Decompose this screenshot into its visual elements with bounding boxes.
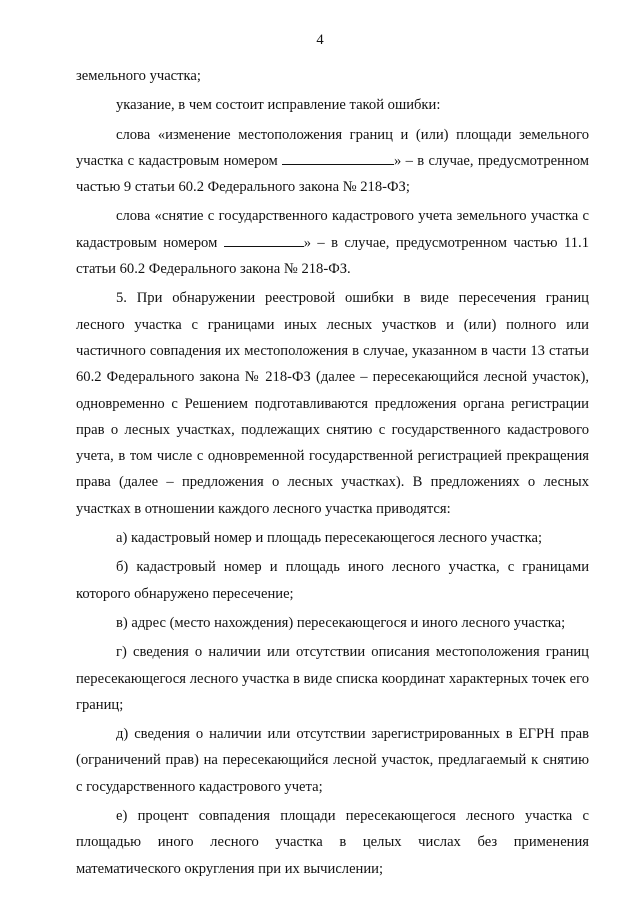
paragraph: земельного участка; bbox=[76, 68, 201, 84]
paragraph-text: слова «изменение местоположения границ и (или) площади земельного участка с кадастровым номером bbox=[76, 126, 589, 169]
paragraph bbox=[76, 203, 589, 282]
paragraph-text: » – в случае, предусмотренном частью 9 статьи 60.2 Федерального закона № 218-ФЗ; bbox=[76, 152, 589, 196]
list-item: б) кадастровый номер и площадь иного лесного участка, с границами которого обнаружено пересечение; bbox=[76, 559, 589, 602]
blank-line bbox=[224, 234, 304, 247]
paragraph: 5. При обнаружении реестровой ошибки в виде пересечения границ лесного участка с границами иных лесных участков и (или) полного или частичного совпадения их местоположения в случае, указанном в части 13 статьи 60.2 Федерального закона № 218-ФЗ (далее – пересекающийся лесной участок), одновременно с Решением подготавливаются предложения органа регистрации прав о лесных участках, подлежащих снятию с государственного кадастрового учета, в том числе с одновременной государственной регистрацией прекращения права (далее – предложения о лесных участках). В предложениях о лесных участках в отношении каждого лесного участка приводятся: bbox=[76, 290, 589, 517]
list-item: д) сведения о наличии или отсутствии зарегистрированных в ЕГРН прав (ограничений прав) на пересекающийся лесной участок, предлагаемый к снятию с государственного кадастрового учета; bbox=[76, 726, 589, 795]
list-item: а) кадастровый номер и площадь пересекающегося лесного участка; bbox=[116, 530, 543, 547]
document-body bbox=[76, 63, 589, 882]
paragraph: указание, в чем состоит исправление такой ошибки: bbox=[116, 97, 441, 114]
list-item: е) процент совпадения площади пересекающегося лесного участка с площадью иного лесного участка в целых числах без применения математического округления при их вычислении; bbox=[76, 808, 589, 877]
blank-line bbox=[282, 152, 394, 165]
page-number: 4 bbox=[316, 32, 324, 48]
paragraph-text: » – в случае, предусмотренном частью 11.1 статьи 60.2 Федерального закона № 218-ФЗ. bbox=[76, 234, 589, 278]
list-item: г) сведения о наличии или отсутствии описания местоположения границ пересекающегося лесного участка в виде списка координат характерных точек его границ; bbox=[76, 644, 589, 713]
paragraph bbox=[76, 122, 589, 201]
list-item: в) адрес (место нахождения) пересекающегося и иного лесного участка; bbox=[116, 614, 566, 631]
paragraph-text: слова «снятие с государственного кадастрового учета земельного участка с кадастровым номером bbox=[76, 208, 589, 251]
